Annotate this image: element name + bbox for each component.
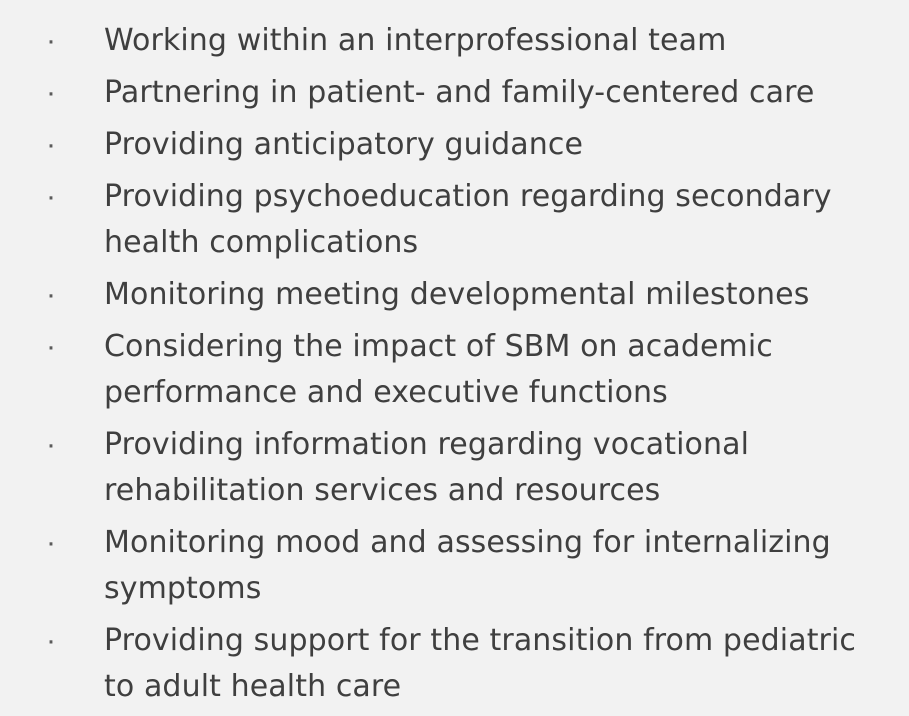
list-item-text: Considering the impact of SBM on academic performance and executive functions — [104, 329, 773, 410]
bullet-point-icon: · — [46, 76, 56, 109]
list-item-text: Providing psychoeducation regarding secondary health complications — [104, 179, 832, 260]
list-item-text: Providing information regarding vocational rehabilitation services and resources — [104, 427, 750, 508]
list-item — [34, 174, 869, 266]
list-item — [34, 70, 869, 116]
list-item-text: Monitoring meeting developmental milestones — [104, 277, 810, 312]
bullet-point-icon: · — [46, 428, 56, 461]
bullet-list — [34, 18, 869, 716]
list-item — [34, 122, 869, 168]
bullet-point-icon: · — [46, 180, 56, 213]
bullet-point-icon: · — [46, 330, 56, 363]
list-item-text: Providing support for the transition from pediatric to adult health care — [104, 623, 857, 704]
list-item — [34, 272, 869, 318]
list-item — [34, 18, 869, 64]
list-item-text: Partnering in patient- and family-centered care — [104, 75, 815, 110]
list-item-text: Monitoring mood and assessing for internalizing symptoms — [104, 525, 831, 606]
list-item — [34, 520, 869, 612]
list-item-text: Working within an interprofessional team — [104, 23, 727, 58]
list-item-text: Providing anticipatory guidance — [104, 127, 584, 162]
bullet-point-icon: · — [46, 624, 56, 657]
list-item — [34, 422, 869, 514]
bullet-point-icon: · — [46, 24, 56, 57]
list-item — [34, 618, 869, 710]
bullet-point-icon: · — [46, 526, 56, 559]
bullet-point-icon: · — [46, 278, 56, 311]
bullet-point-icon: · — [46, 128, 56, 161]
list-item — [34, 324, 869, 416]
